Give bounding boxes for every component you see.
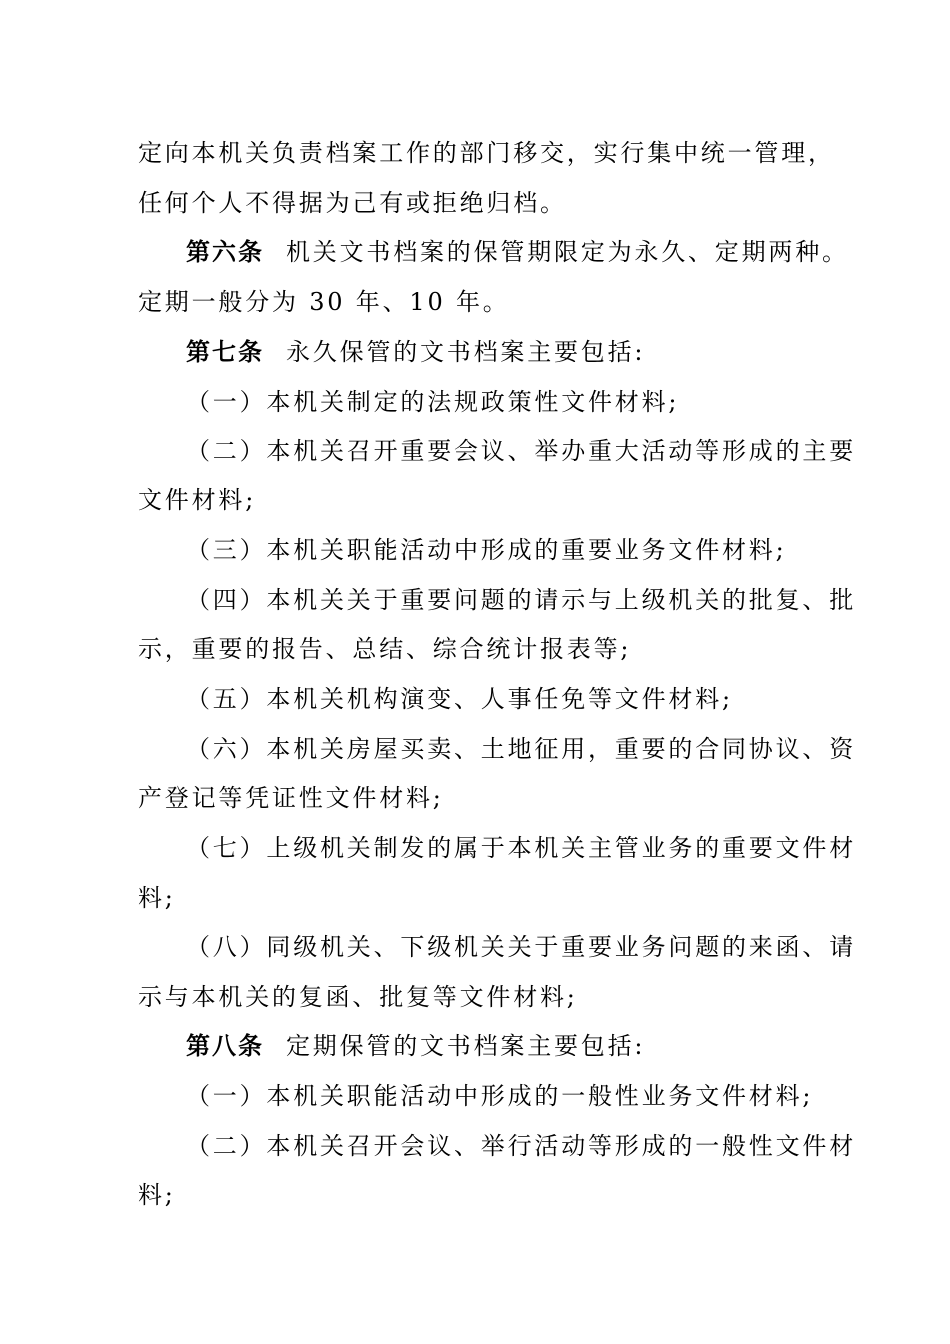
line-text: 永久保管的文书档案主要包括:	[286, 338, 646, 366]
list-item	[186, 828, 856, 868]
list-item	[186, 1076, 813, 1116]
line-text: 料;	[138, 884, 176, 912]
article-7-heading: 第七条	[186, 338, 264, 366]
text-line	[138, 977, 578, 1017]
line-text: （六）本机关房屋买卖、土地征用，重要的合同协议、资	[186, 735, 856, 763]
line-text: （一）本机关制定的法规政策性文件材料;	[186, 388, 680, 416]
line-text: （八）同级机关、下级机关关于重要业务问题的来函、请	[186, 933, 856, 961]
line-text: （七）上级机关制发的属于本机关主管业务的重要文件材	[186, 834, 856, 862]
line-text: （二）本机关召开重要会议、举办重大活动等形成的主要	[186, 437, 856, 465]
article-8-heading: 第八条	[186, 1032, 264, 1060]
line-text: （四）本机关关于重要问题的请示与上级机关的批复、批	[186, 586, 856, 614]
line-text: 示，重要的报告、总结、综合统计报表等;	[138, 635, 632, 663]
article-6-heading: 第六条	[186, 238, 264, 266]
list-item	[186, 729, 856, 769]
list-item	[186, 927, 856, 967]
list-item	[186, 1126, 856, 1166]
line-text: （一）本机关职能活动中形成的一般性业务文件材料;	[186, 1082, 814, 1110]
list-item	[186, 580, 856, 620]
text-line	[138, 878, 176, 918]
line-text: （二）本机关召开会议、举行活动等形成的一般性文件材	[186, 1132, 856, 1160]
text-line	[138, 480, 256, 520]
line-text: 定期保管的文书档案主要包括:	[286, 1032, 646, 1060]
line-text: 示与本机关的复函、批复等文件材料;	[138, 983, 578, 1011]
text-line	[138, 1175, 176, 1215]
list-item	[186, 679, 733, 719]
article-7-line	[186, 332, 645, 372]
text-line	[138, 133, 835, 173]
article-6-line	[186, 232, 849, 272]
list-item	[186, 530, 786, 570]
list-item	[186, 382, 679, 422]
text-line	[138, 778, 444, 818]
line-text: 定向本机关负责档案工作的部门移交，实行集中统一管理，	[138, 139, 835, 167]
text-line	[138, 183, 567, 223]
text-line	[138, 282, 510, 322]
line-text: 定期一般分为 30 年、10 年。	[138, 288, 510, 316]
line-text: 文件材料;	[138, 486, 257, 514]
text-line	[138, 629, 631, 669]
line-text: （三）本机关职能活动中形成的重要业务文件材料;	[186, 536, 787, 564]
line-text: 机关文书档案的保管期限定为永久、定期两种。	[286, 238, 849, 266]
line-text: 产登记等凭证性文件材料;	[138, 784, 444, 812]
article-8-line	[186, 1026, 645, 1066]
line-text: 任何个人不得据为己有或拒绝归档。	[138, 189, 567, 217]
line-text: （五）本机关机构演变、人事任免等文件材料;	[186, 685, 733, 713]
line-text: 料;	[138, 1181, 176, 1209]
list-item	[186, 431, 856, 471]
